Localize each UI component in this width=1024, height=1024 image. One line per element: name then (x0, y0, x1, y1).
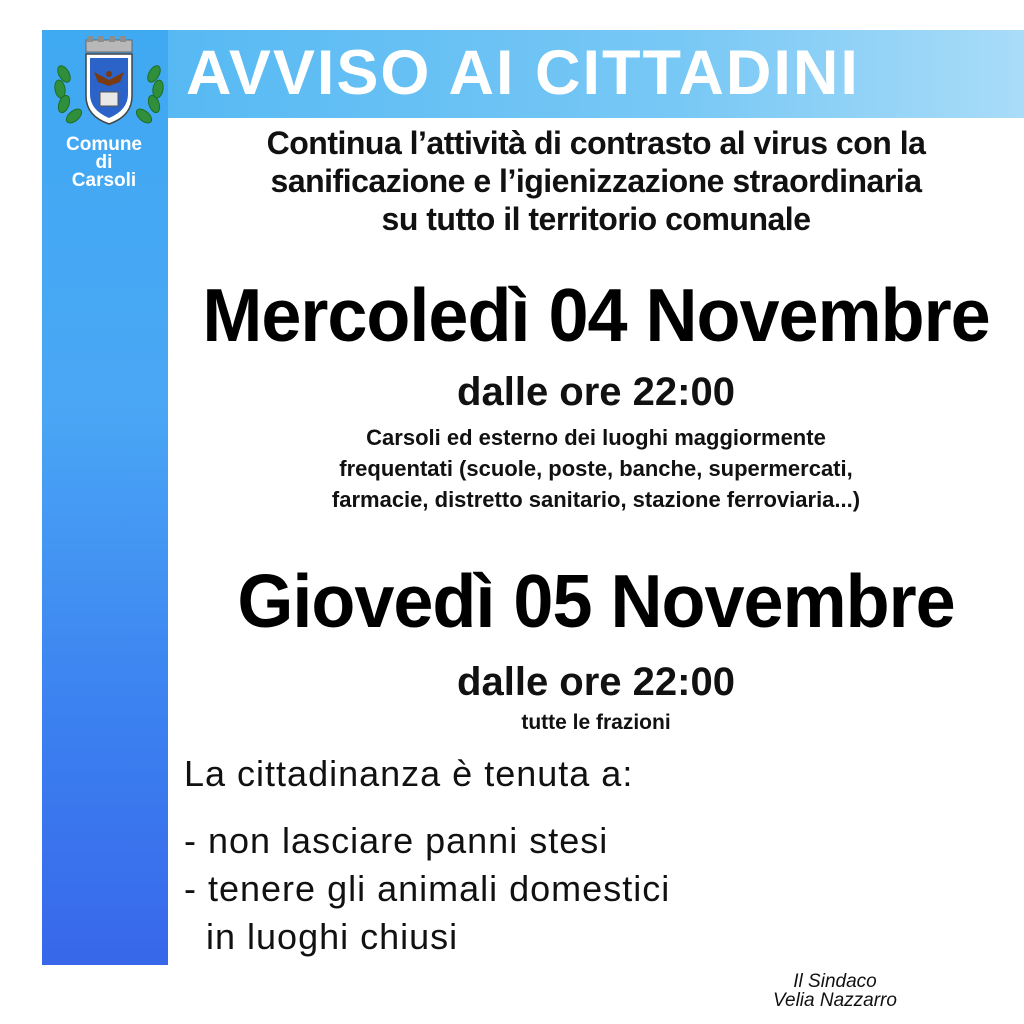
signature-role: Il Sindaco (793, 971, 877, 992)
signature-name: Velia Nazzarro (773, 990, 897, 1011)
intro-line: sanificazione e l’igienizzazione straordinaria (270, 163, 922, 199)
signature (700, 972, 970, 1010)
event-time: dalle ore 22:00 (457, 370, 735, 414)
event-time: dalle ore 22:00 (457, 660, 735, 704)
rule-item: - tenere gli animali domestici (184, 868, 671, 909)
municipality-line: Comune (66, 134, 142, 155)
rule-item: - non lasciare panni stesi (184, 820, 609, 861)
places-line: frequentati (scuole, poste, banche, supermercati, (339, 456, 853, 481)
municipality-line: Carsoli (71, 170, 137, 191)
intro-line: Continua l’attività di contrasto al virus con la (266, 125, 926, 161)
intro-text (168, 124, 1024, 238)
municipality-label (44, 136, 164, 190)
places-line: farmacie, distretto sanitario, stazione ferroviaria...) (331, 487, 861, 512)
page-title: AVVISO AI CITTADINI (186, 38, 860, 108)
places-line: Carsoli ed esterno dei luoghi maggiormente (366, 425, 826, 450)
event-date: Mercoledì 04 Novembre (202, 274, 990, 358)
header-banner (168, 30, 1024, 118)
event-date: Giovedì 05 Novembre (237, 560, 955, 644)
rule-item: in luoghi chiusi (184, 916, 459, 957)
event-places: tutte le frazioni (521, 711, 671, 734)
municipality-line: di (95, 152, 113, 173)
event-places (168, 422, 1024, 515)
notice-heading: La cittadinanza è tenuta a: (184, 753, 634, 794)
intro-line: su tutto il territorio comunale (381, 201, 811, 237)
coat-of-arms-icon (50, 34, 168, 130)
